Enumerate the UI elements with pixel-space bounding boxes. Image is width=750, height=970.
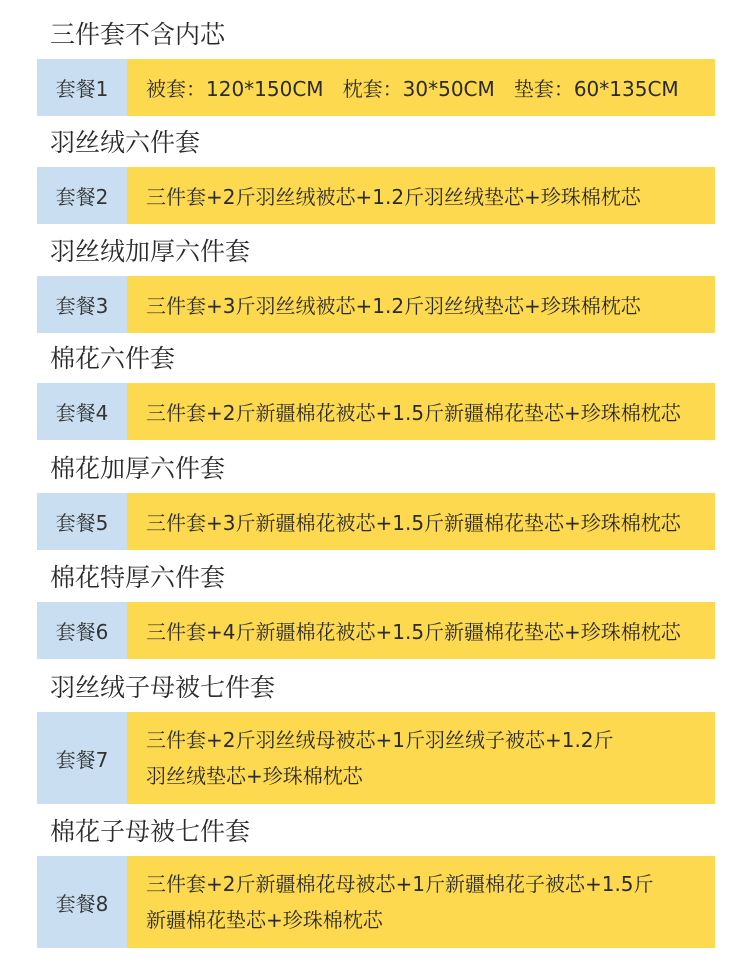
package-content-4: 三件套+2斤新疆棉花被芯+1.5斤新疆棉花垫芯+珍珠棉枕芯 — [127, 383, 715, 440]
package-label-2: 套餐2 — [37, 167, 127, 224]
section-heading-6: 棉花特厚六件套 — [50, 563, 226, 592]
package-content-7 — [127, 712, 715, 804]
section-heading-3: 羽丝绒加厚六件套 — [50, 237, 251, 266]
package-label-7: 套餐7 — [37, 712, 127, 804]
package-label-1: 套餐1 — [37, 59, 127, 116]
package-content-1: 被套：120*150CM 枕套：30*50CM 垫套：60*135CM — [127, 59, 715, 116]
package-row-6 — [37, 602, 715, 659]
package-row-8 — [37, 856, 715, 948]
package-row-7 — [37, 712, 715, 804]
package-content-8 — [127, 856, 715, 948]
section-heading-5: 棉花加厚六件套 — [50, 454, 226, 483]
package-label-8: 套餐8 — [37, 856, 127, 948]
section-heading-1: 三件套不含内芯 — [50, 20, 226, 49]
package-row-4 — [37, 383, 715, 440]
package-row-1 — [37, 59, 715, 116]
package-label-3: 套餐3 — [37, 276, 127, 333]
package-label-6: 套餐6 — [37, 602, 127, 659]
package-row-3 — [37, 276, 715, 333]
package-content-7-line-1: 三件套+2斤羽丝绒母被芯+1斤羽丝绒子被芯+1.2斤 — [146, 728, 614, 752]
package-label-4: 套餐4 — [37, 383, 127, 440]
package-content-2: 三件套+2斤羽丝绒被芯+1.2斤羽丝绒垫芯+珍珠棉枕芯 — [127, 167, 715, 224]
package-content-7-line-2: 羽丝绒垫芯+珍珠棉枕芯 — [146, 764, 363, 788]
package-content-8-line-1: 三件套+2斤新疆棉花母被芯+1斤新疆棉花子被芯+1.5斤 — [146, 872, 654, 896]
package-row-5 — [37, 493, 715, 550]
package-row-2 — [37, 167, 715, 224]
section-heading-4: 棉花六件套 — [50, 344, 176, 373]
package-content-5: 三件套+3斤新疆棉花被芯+1.5斤新疆棉花垫芯+珍珠棉枕芯 — [127, 493, 715, 550]
section-heading-7: 羽丝绒子母被七件套 — [50, 673, 276, 702]
package-label-5: 套餐5 — [37, 493, 127, 550]
package-content-8-line-2: 新疆棉花垫芯+珍珠棉枕芯 — [146, 908, 383, 932]
section-heading-2: 羽丝绒六件套 — [50, 128, 201, 157]
package-content-6: 三件套+4斤新疆棉花被芯+1.5斤新疆棉花垫芯+珍珠棉枕芯 — [127, 602, 715, 659]
package-content-3: 三件套+3斤羽丝绒被芯+1.2斤羽丝绒垫芯+珍珠棉枕芯 — [127, 276, 715, 333]
section-heading-8: 棉花子母被七件套 — [50, 817, 251, 846]
